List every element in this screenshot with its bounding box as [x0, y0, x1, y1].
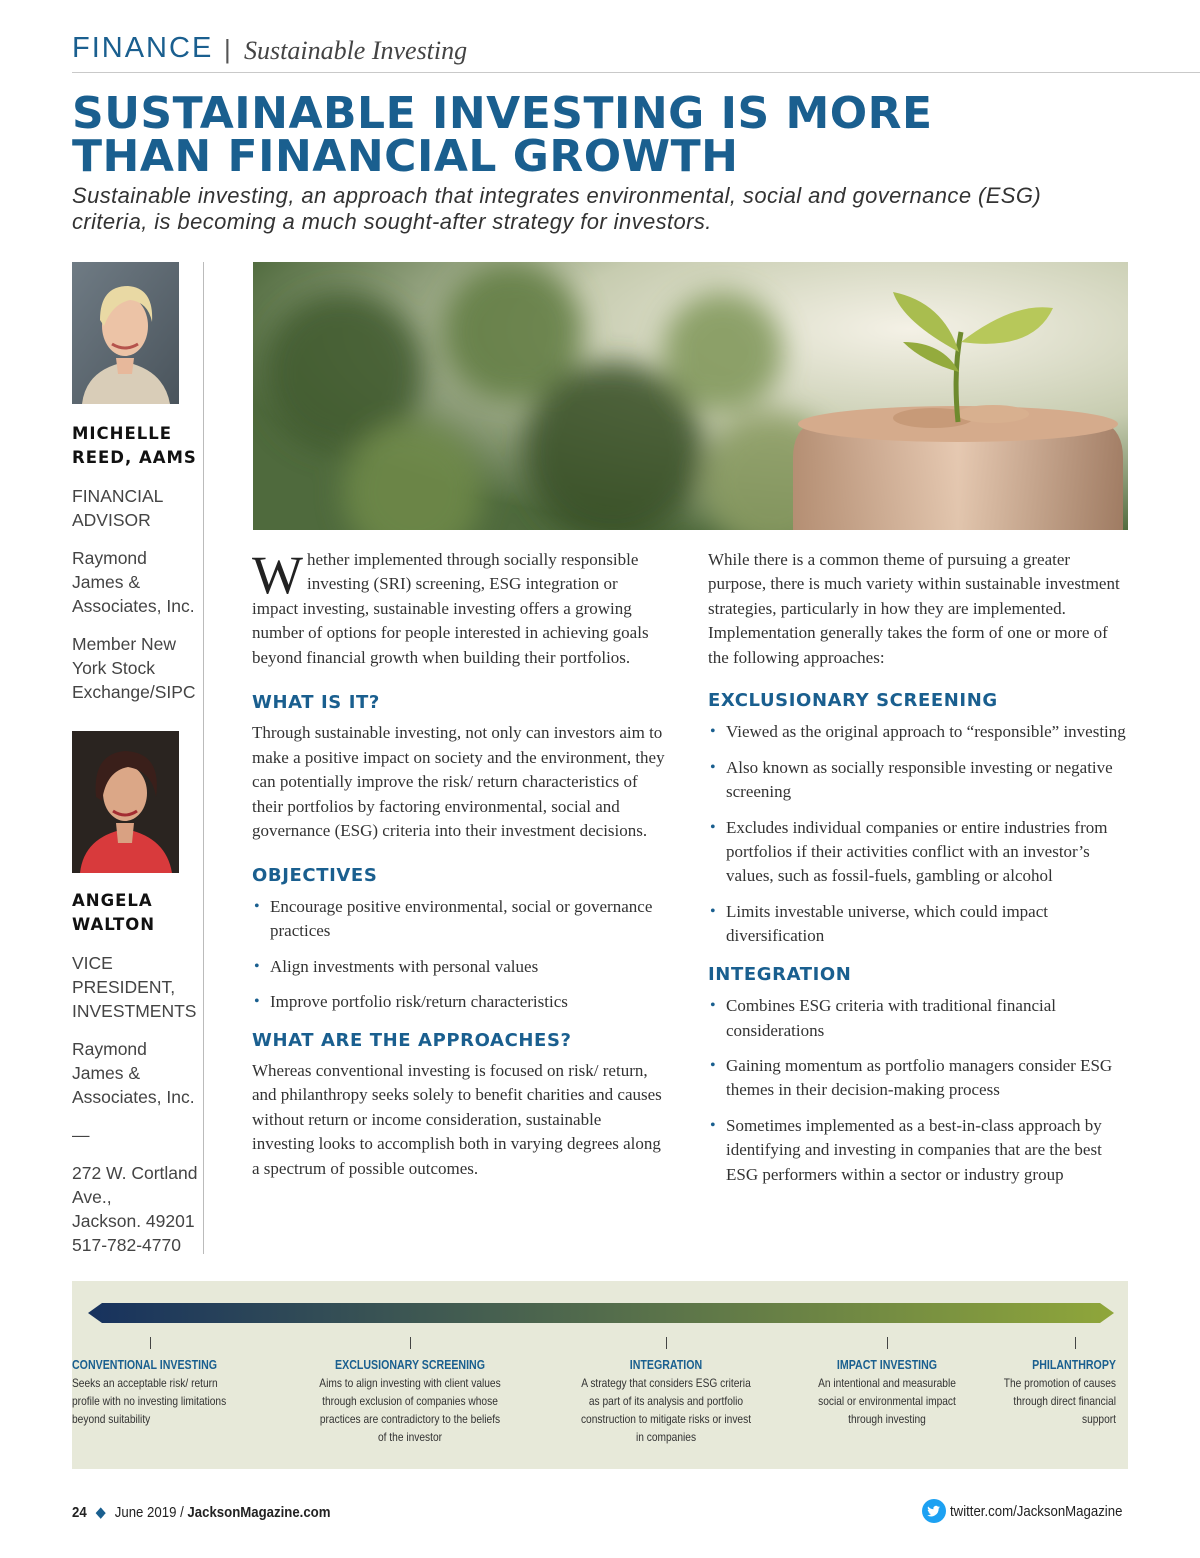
spectrum-tick [150, 1337, 151, 1349]
author2-company: Raymond James & Associates, Inc. [72, 1039, 195, 1107]
exclusionary-heading: EXCLUSIONARY SCREENING [708, 690, 998, 712]
spectrum-tick [666, 1337, 667, 1349]
section-name: FINANCE [72, 32, 214, 64]
spectrum-tick [1075, 1337, 1076, 1349]
author2-name: ANGELA WALTON [72, 891, 156, 934]
spectrum-item-integration: INTEGRATION A strategy that considers ESG criteria as part of its analysis and portfolio construction to mitigate risks or invest in companies [580, 1358, 752, 1444]
author1-name: MICHELLE REED, AAMS [72, 424, 197, 467]
section-separator: | [224, 34, 231, 64]
exclusionary-list [708, 720, 1128, 948]
article-column-2 [708, 548, 1128, 1198]
footer-slash: / [180, 1504, 188, 1521]
issue-date: June 2019 [114, 1504, 177, 1521]
list-item: • Gaining momentum as portfolio managers consider ESG themes in their decision-making process [708, 1054, 1128, 1103]
investing-spectrum-infographic [72, 1281, 1128, 1469]
spectrum-item-exclusionary: EXCLUSIONARY SCREENING Aims to align investing with client values through exclusion of companies whose practices are contradictory to the beliefs of the investor [319, 1358, 501, 1444]
article-subtitle: Sustainable investing, an approach that integrates environmental, social and governance (ESG) criteria, is becoming a much sought-after strategy for investors. [72, 183, 1042, 234]
list-item: • Viewed as the original approach to “responsible” investing [708, 720, 1128, 744]
list-item: • Combines ESG criteria with traditional financial considerations [708, 994, 1128, 1043]
list-item: • Sometimes implemented as a best-in-class approach by identifying and investing in companies that are the best ESG performers within a sector or industry group [708, 1114, 1128, 1187]
twitter-link[interactable] [922, 1499, 1146, 1523]
article-column-1 [252, 545, 666, 1181]
spectrum-tick [887, 1337, 888, 1349]
article-title: SUSTAINABLE INVESTING IS MORE THAN FINANCIAL GROWTH [72, 88, 933, 182]
intro-paragraph: Whether implemented through socially responsible investing (SRI) screening, ESG integration or impact investing, sustainable investing offers a growing number of options for people interested in achieving goals beyond financial growth when building their portfolios. [252, 545, 649, 667]
what-heading: WHAT IS IT? [252, 692, 380, 714]
spectrum-item-philanthropy: PHILANTHROPY The promotion of causes through direct financial support [1003, 1358, 1116, 1426]
author-sidebar [72, 262, 204, 1254]
author-photo-angela [72, 731, 179, 873]
author1-company: Raymond James & Associates, Inc. [72, 548, 195, 616]
spectrum-item-conventional: CONVENTIONAL INVESTING Seeks an acceptable risk/ return profile with no investing limitations beyond suitability [72, 1358, 227, 1426]
approaches-paragraph: Whereas conventional investing is focused on risk/ return, and philanthropy seeks solely to benefit charities and causes without return or income consideration, sustainable investing looks to accomplish both in varying degrees along a spectrum of possible outcomes. [252, 1060, 662, 1178]
col2-intro-paragraph: While there is a common theme of pursuing a greater purpose, there is much variety within sustainable investment strategies, particularly in how they are implemented. Implementation generally takes the form of one or more of the following approaches: [708, 550, 1120, 667]
spectrum-tick [410, 1337, 411, 1349]
author1-member: Member New York Stock Exchange/SIPC [72, 634, 196, 702]
author-photo-michelle [72, 262, 179, 404]
author1-role: FINANCIAL ADVISOR [72, 486, 163, 530]
list-item: • Improve portfolio risk/return characteristics [252, 990, 666, 1014]
list-item: • Align investments with personal values [252, 955, 666, 979]
list-item: • Excludes individual companies or entire industries from portfolios if their activities conflict with an investor’s values, such as fossil-fuels, gambling or alcohol [708, 816, 1128, 889]
list-item: • Also known as socially responsible investing or negative screening [708, 756, 1128, 805]
drop-cap: W [252, 545, 303, 605]
page-number: 24 [72, 1504, 87, 1521]
list-item: • Limits investable universe, which could impact diversification [708, 900, 1128, 949]
spectrum-item-impact: IMPACT INVESTING An intentional and measurable social or environmental impact through investing [818, 1358, 956, 1426]
twitter-bird-icon [922, 1499, 946, 1523]
objectives-heading: OBJECTIVES [252, 865, 378, 887]
page-footer [72, 1503, 330, 1521]
spectrum-arrow [72, 1293, 1128, 1343]
integration-list [708, 994, 1128, 1187]
site-link[interactable]: JacksonMagazine.com [187, 1504, 331, 1521]
list-item: • Encourage positive environmental, social or governance practices [252, 895, 666, 944]
approaches-heading: WHAT ARE THE APPROACHES? [252, 1029, 572, 1051]
objectives-list [252, 895, 666, 1015]
hero-image-plant-coins [253, 262, 1128, 530]
author2-role: VICE PRESIDENT, INVESTMENTS [72, 953, 197, 1021]
sidebar-divider: — [72, 1125, 90, 1145]
what-paragraph: Through sustainable investing, not only can investors aim to make a positive impact on society and the environment, they can potentially improve the risk/ return characteristics of their portfolios by factoring environmental, social and governance (ESG) criteria into their investment decisions. [252, 723, 665, 841]
page-header [72, 30, 1200, 73]
author-phone: 517-782-4770 [72, 1235, 181, 1255]
twitter-handle: twitter.com/JacksonMagazine [950, 1502, 1123, 1520]
diamond-icon: ◆ [95, 1504, 106, 1521]
integration-heading: INTEGRATION [708, 963, 852, 985]
section-topic: Sustainable Investing [244, 36, 468, 65]
author-address: 272 W. Cortland Ave., Jackson. 49201 517-782-4770 [72, 1161, 202, 1257]
